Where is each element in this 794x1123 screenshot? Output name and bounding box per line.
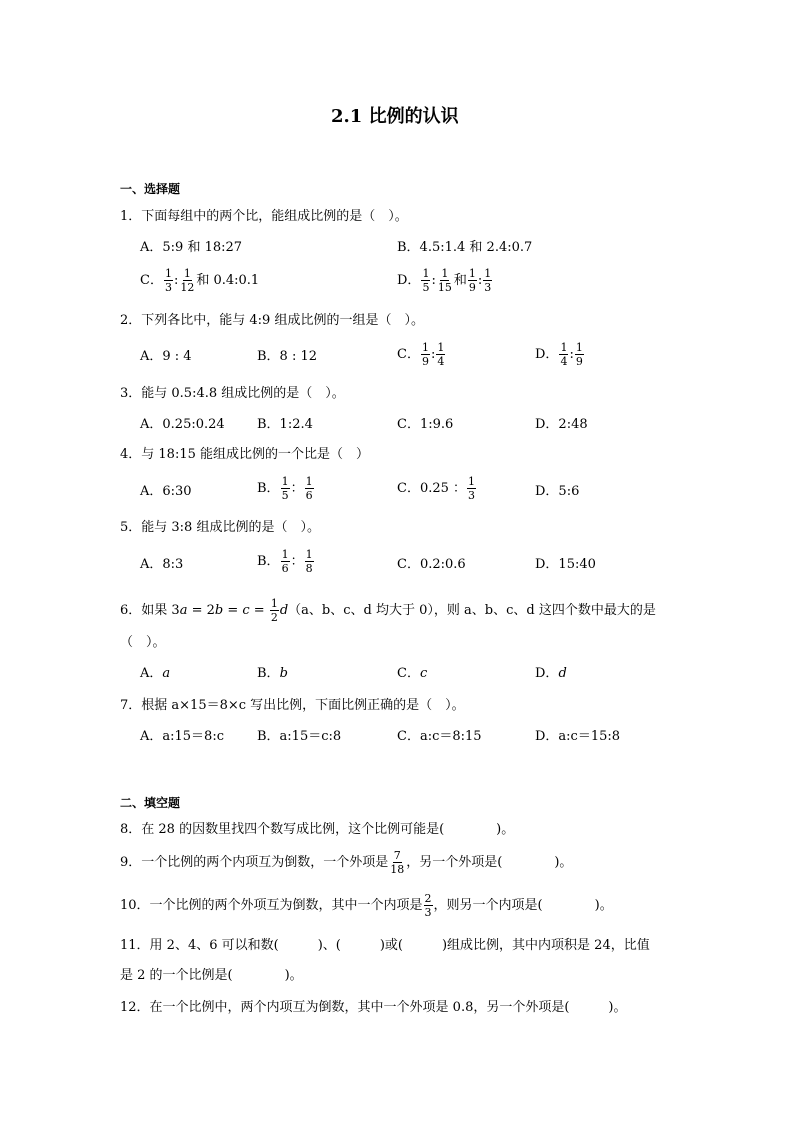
- question-3-stem: 3．能与 0.5:4.8 组成比例的是（ ）。: [120, 386, 345, 401]
- q7-option-c[interactable]: C．a:c＝8:15: [397, 729, 482, 744]
- question-4-stem: 4．与 18:15 能组成比例的一个比是（ ）: [120, 447, 369, 462]
- q3-option-b[interactable]: B．1:2.4: [257, 417, 313, 432]
- q1-c-fraction-2: $\frac{1}{12}$: [180, 267, 195, 294]
- q6-option-d[interactable]: D．d: [535, 666, 567, 681]
- q5-option-b[interactable]: B． $\frac{1}{6}$ ： $\frac{1}{8}$: [257, 548, 313, 575]
- q1-option-c[interactable]: C． $\frac{1}{3}$ : $\frac{1}{12}$ 和 0.4:0.1: [140, 267, 260, 294]
- q1-option-a[interactable]: A．5:9 和 18:27: [140, 240, 243, 255]
- q2-option-a[interactable]: A．9 : 4: [140, 349, 192, 364]
- section-heading-choice: 一、选择题: [120, 182, 181, 196]
- q1-c-fraction-1: $\frac{1}{3}$: [164, 267, 172, 294]
- q6-option-b[interactable]: B．b: [257, 666, 288, 681]
- q5-option-d[interactable]: D．15:40: [535, 557, 596, 572]
- page-title: 2.1 比例的认识: [331, 106, 459, 127]
- q1-option-d[interactable]: D． $\frac{1}{5}$ : $\frac{1}{15}$ 和 $\frac{1}{9}$ : $\frac{1}{3}$: [397, 267, 492, 294]
- q5-b-fraction-1: $\frac{1}{6}$: [281, 548, 289, 575]
- q6-fraction: $\frac{1}{2}$: [270, 597, 278, 624]
- q4-b-fraction-1: $\frac{1}{5}$: [281, 475, 289, 502]
- q1-d-fraction-2: $\frac{1}{15}$: [437, 267, 452, 294]
- section-heading-fill: 二、填空题: [120, 796, 181, 810]
- q2-option-b[interactable]: B．8 : 12: [257, 349, 318, 364]
- q2-d-fraction-2: $\frac{1}{9}$: [575, 341, 583, 368]
- q6-option-c[interactable]: C．c: [397, 666, 428, 681]
- q9-fraction: $\frac{7}{18}$: [390, 849, 405, 876]
- q2-c-fraction-2: $\frac{1}{4}$: [437, 341, 445, 368]
- question-6-stem: 6．如果 3a = 2b = c = $\frac{1}{2}$ d（a、b、c、d 均大于 0），则 a、b、c、d 这四个数中最大的是: [120, 597, 656, 624]
- question-8-stem[interactable]: 8．在 28 的因数里找四个数写成比例，这个比例可能是( )。: [120, 822, 515, 837]
- q6-option-a[interactable]: A．a: [140, 666, 171, 681]
- q1-option-b[interactable]: B．4.5:1.4 和 2.4:0.7: [397, 240, 533, 255]
- question-6-line-2: （ ）。: [120, 635, 166, 650]
- q1-d-fraction-4: $\frac{1}{3}$: [484, 267, 492, 294]
- q4-option-a[interactable]: A．6:30: [140, 484, 192, 499]
- q4-option-d[interactable]: D．5:6: [535, 484, 580, 499]
- question-11-line-1[interactable]: 11．用 2、4、6 可以和数( )、( )或( )组成比例，其中内项积是 24，比值: [120, 938, 650, 953]
- q2-c-fraction-1: $\frac{1}{9}$: [421, 341, 429, 368]
- q1-d-fraction-1: $\frac{1}{5}$: [422, 267, 430, 294]
- q3-option-a[interactable]: A．0.25:0.24: [140, 417, 225, 432]
- question-1-stem: 1．下面每组中的两个比，能组成比例的是（ ）。: [120, 209, 408, 224]
- question-12-stem[interactable]: 12．在一个比例中，两个内项互为倒数，其中一个外项是 0.8，另一个外项是( )。: [120, 1000, 627, 1015]
- q4-option-c[interactable]: C．0.25 ： $\frac{1}{3}$: [397, 475, 476, 502]
- q4-c-fraction: $\frac{1}{3}$: [468, 475, 476, 502]
- q4-b-fraction-2: $\frac{1}{6}$: [305, 475, 313, 502]
- q10-fraction: $\frac{2}{3}$: [424, 892, 432, 919]
- q7-option-a[interactable]: A．a:15＝8:c: [140, 729, 224, 744]
- q5-option-c[interactable]: C．0.2:0.6: [397, 557, 466, 572]
- q2-option-c[interactable]: C． $\frac{1}{9}$ : $\frac{1}{4}$: [397, 341, 445, 368]
- q4-option-b[interactable]: B． $\frac{1}{5}$ ： $\frac{1}{6}$: [257, 475, 313, 502]
- q3-option-d[interactable]: D．2:48: [535, 417, 588, 432]
- q2-d-fraction-1: $\frac{1}{4}$: [560, 341, 568, 368]
- q3-option-c[interactable]: C．1:9.6: [397, 417, 454, 432]
- q7-option-b[interactable]: B．a:15＝c:8: [257, 729, 342, 744]
- q1-c-label: C．: [140, 273, 163, 288]
- q2-option-d[interactable]: D． $\frac{1}{4}$ : $\frac{1}{9}$: [535, 341, 583, 368]
- q1-d-fraction-3: $\frac{1}{9}$: [468, 267, 476, 294]
- question-11-line-2[interactable]: 是 2 的一个比例是( )。: [120, 968, 303, 983]
- question-5-stem: 5．能与 3:8 组成比例的是（ ）。: [120, 520, 320, 535]
- question-2-stem: 2．下列各比中，能与 4:9 组成比例的一组是（ ）。: [120, 313, 424, 328]
- q7-option-d[interactable]: D．a:c＝15:8: [535, 729, 621, 744]
- question-9-stem[interactable]: 9．一个比例的两个内项互为倒数，一个外项是 $\frac{7}{18}$ ，另一个外项是( )。: [120, 849, 573, 876]
- question-10-stem[interactable]: 10．一个比例的两个外项互为倒数，其中一个内项是 $\frac{2}{3}$ ，则另一个内项是( )。: [120, 892, 613, 919]
- q5-option-a[interactable]: A．8:3: [140, 557, 184, 572]
- question-7-stem: 7．根据 a×15＝8×c 写出比例，下面比例正确的是（ ）。: [120, 698, 465, 713]
- q5-b-fraction-2: $\frac{1}{8}$: [305, 548, 313, 575]
